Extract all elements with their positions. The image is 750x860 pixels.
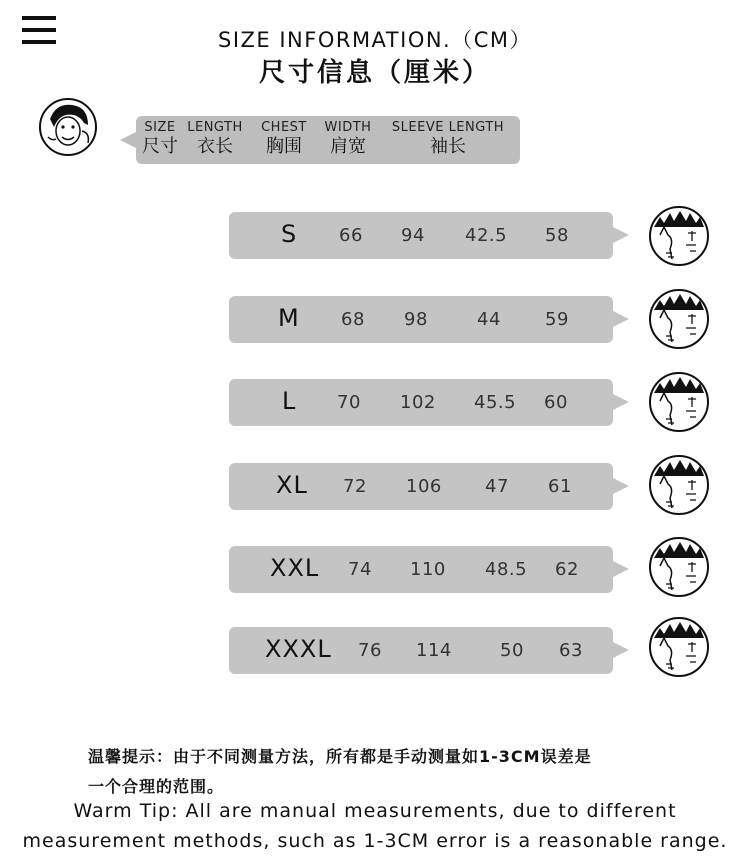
sleeve-value: 58 bbox=[545, 225, 569, 246]
column-chest bbox=[256, 116, 312, 158]
length-value: 70 bbox=[337, 392, 361, 413]
sleeve-value: 61 bbox=[548, 476, 572, 497]
column-width-zh: 肩宽 bbox=[330, 136, 366, 157]
cat-stamp-icon bbox=[648, 536, 710, 598]
chest-value: 110 bbox=[410, 559, 446, 580]
column-chest-en: CHEST bbox=[261, 120, 307, 135]
size-row-xxxl bbox=[229, 627, 613, 674]
length-value: 66 bbox=[339, 225, 363, 246]
size-label: S bbox=[281, 220, 298, 248]
cat-stamp-icon bbox=[648, 616, 710, 678]
size-label: M bbox=[278, 304, 300, 332]
column-header-bubble bbox=[136, 116, 520, 164]
page-title-en: SIZE INFORMATION.（CM） bbox=[217, 28, 533, 52]
column-width bbox=[320, 116, 376, 158]
length-value: 68 bbox=[341, 309, 365, 330]
column-sleeve-zh: 袖长 bbox=[430, 136, 466, 157]
column-length-zh: 衣长 bbox=[197, 136, 233, 157]
chest-value: 114 bbox=[416, 640, 452, 661]
sleeve-value: 63 bbox=[559, 640, 583, 661]
cat-stamp-icon bbox=[648, 454, 710, 516]
column-width-en: WIDTH bbox=[324, 120, 372, 135]
sleeve-value: 62 bbox=[555, 559, 579, 580]
warm-tip-en-line2: measurement methods, such as 1-3CM error is a reasonable range. bbox=[22, 830, 728, 852]
column-chest-zh: 胸围 bbox=[266, 136, 302, 157]
width-value: 42.5 bbox=[465, 225, 508, 246]
warm-tip-en-line1: Warm Tip: All are manual measurements, due to different bbox=[73, 800, 677, 822]
width-value: 50 bbox=[500, 640, 524, 661]
column-length-en: LENGTH bbox=[187, 120, 243, 135]
warm-tip-zh-line1: 温馨提示：由于不同测量方法，所有都是手动测量如1-3CM误差是 bbox=[88, 747, 592, 766]
size-row-xxl bbox=[229, 546, 613, 593]
size-row-m bbox=[229, 296, 613, 343]
size-row-l bbox=[229, 379, 613, 426]
column-sleeve-en: SLEEVE LENGTH bbox=[391, 120, 505, 135]
size-row-s bbox=[229, 212, 613, 259]
chest-value: 102 bbox=[400, 392, 436, 413]
column-size bbox=[138, 116, 182, 158]
column-size-zh: 尺寸 bbox=[142, 136, 178, 157]
size-label: XXL bbox=[270, 554, 320, 582]
size-label: XL bbox=[276, 471, 308, 499]
length-value: 72 bbox=[343, 476, 367, 497]
cat-stamp-icon bbox=[648, 205, 710, 267]
sleeve-value: 60 bbox=[544, 392, 568, 413]
length-value: 74 bbox=[348, 559, 372, 580]
chest-value: 98 bbox=[404, 309, 428, 330]
width-value: 44 bbox=[477, 309, 501, 330]
sleeve-value: 59 bbox=[545, 309, 569, 330]
column-size-en: SIZE bbox=[144, 120, 176, 135]
avatar-face-icon bbox=[38, 97, 98, 157]
size-row-xl bbox=[229, 463, 613, 510]
chest-value: 94 bbox=[401, 225, 425, 246]
column-length bbox=[186, 116, 244, 158]
chest-value: 106 bbox=[406, 476, 442, 497]
page-title-zh: 尺寸信息（厘米） bbox=[258, 58, 491, 88]
size-label: L bbox=[282, 387, 297, 415]
width-value: 45.5 bbox=[474, 392, 517, 413]
width-value: 48.5 bbox=[485, 559, 528, 580]
warm-tip-zh-line2: 一个合理的范围。 bbox=[88, 777, 225, 796]
column-sleeve-length bbox=[390, 116, 506, 158]
size-label: XXXL bbox=[265, 635, 332, 663]
cat-stamp-icon bbox=[648, 371, 710, 433]
length-value: 76 bbox=[358, 640, 382, 661]
width-value: 47 bbox=[485, 476, 509, 497]
cat-stamp-icon bbox=[648, 288, 710, 350]
